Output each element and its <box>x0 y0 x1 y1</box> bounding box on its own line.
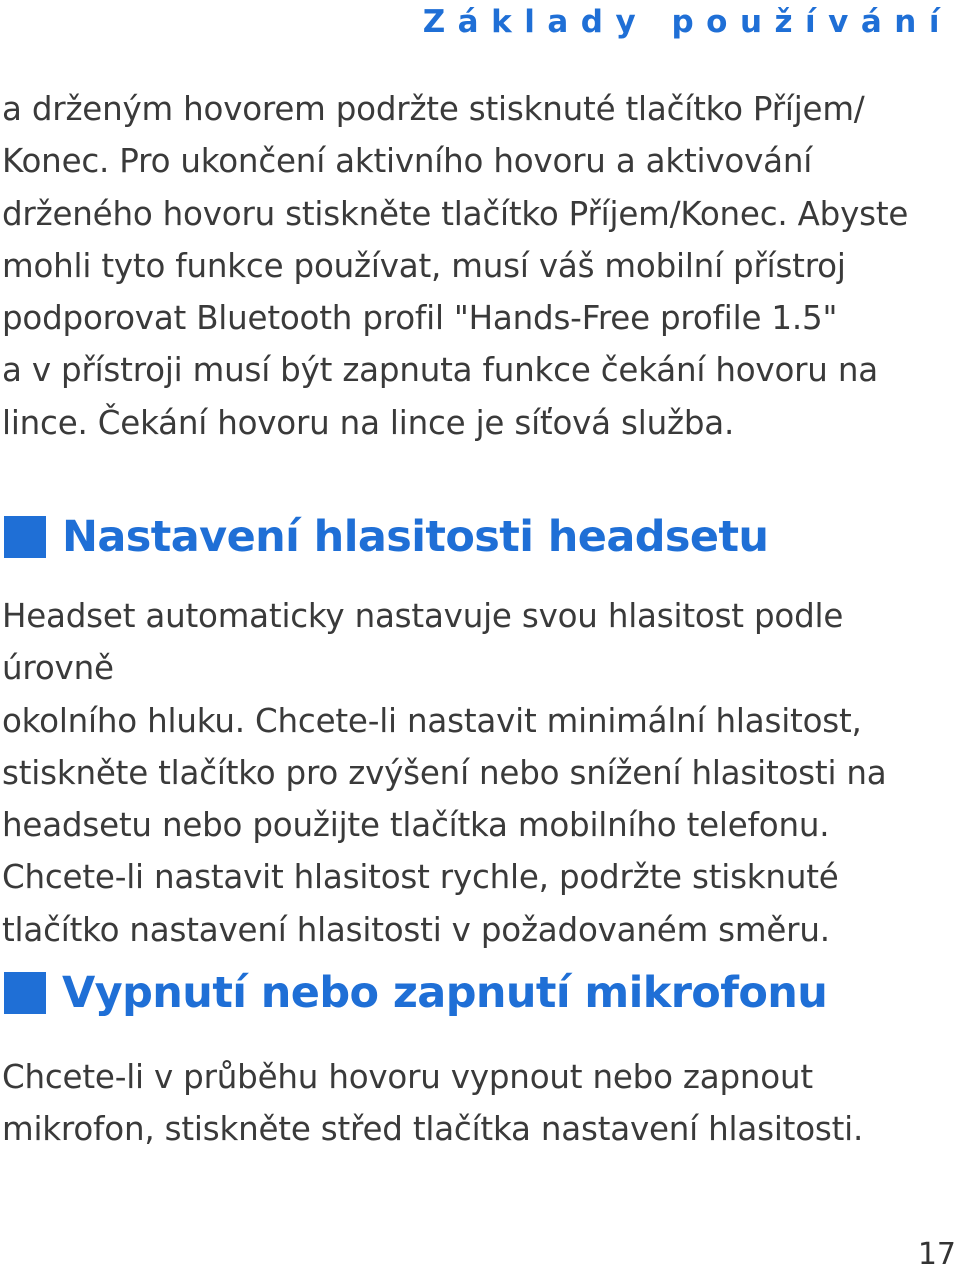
section-heading-volume <box>4 512 768 562</box>
section-heading-text: Vypnutí nebo zapnutí mikrofonu <box>62 968 828 1018</box>
running-header: Základy používání <box>422 4 952 40</box>
square-bullet-icon <box>4 972 46 1014</box>
section-body-microphone: Chcete-li v průběhu hovoru vypnout nebo zapnout mikrofon, stiskněte střed tlačítka nastavení hlasitosti. <box>2 1058 864 1148</box>
section-body-volume: Headset automaticky nastavuje svou hlasitost podle úrovně okolního hluku. Chcete-li nastavit minimální hlasitost, stiskněte tlačítko pro zvýšení nebo snížení hlasitosti na headsetu nebo použijte tlačítka mobilního telefonu. Chcete-li nastavit hlasitost rychle, podržte stisknuté tlačítko nastavení hlasitosti v požadovaném směru. <box>2 597 887 949</box>
square-bullet-icon <box>4 516 46 558</box>
page-number: 17 <box>917 1237 956 1272</box>
section-heading-text: Nastavení hlasitosti headsetu <box>62 512 769 562</box>
intro-paragraph: a drženým hovorem podržte stisknuté tlačítko Příjem/ Konec. Pro ukončení aktivního hovoru a aktivování drženého hovoru stiskněte tlačítko Příjem/Konec. Abyste mohli tyto funkce používat, musí váš mobilní přístroj podporovat Bluetooth profil "Hands-Free profile 1.5" a v přístroji musí být zapnuta funkce čekání hovoru na lince. Čekání hovoru na lince je síťová služba. <box>2 90 909 442</box>
section-heading-microphone <box>4 968 827 1018</box>
